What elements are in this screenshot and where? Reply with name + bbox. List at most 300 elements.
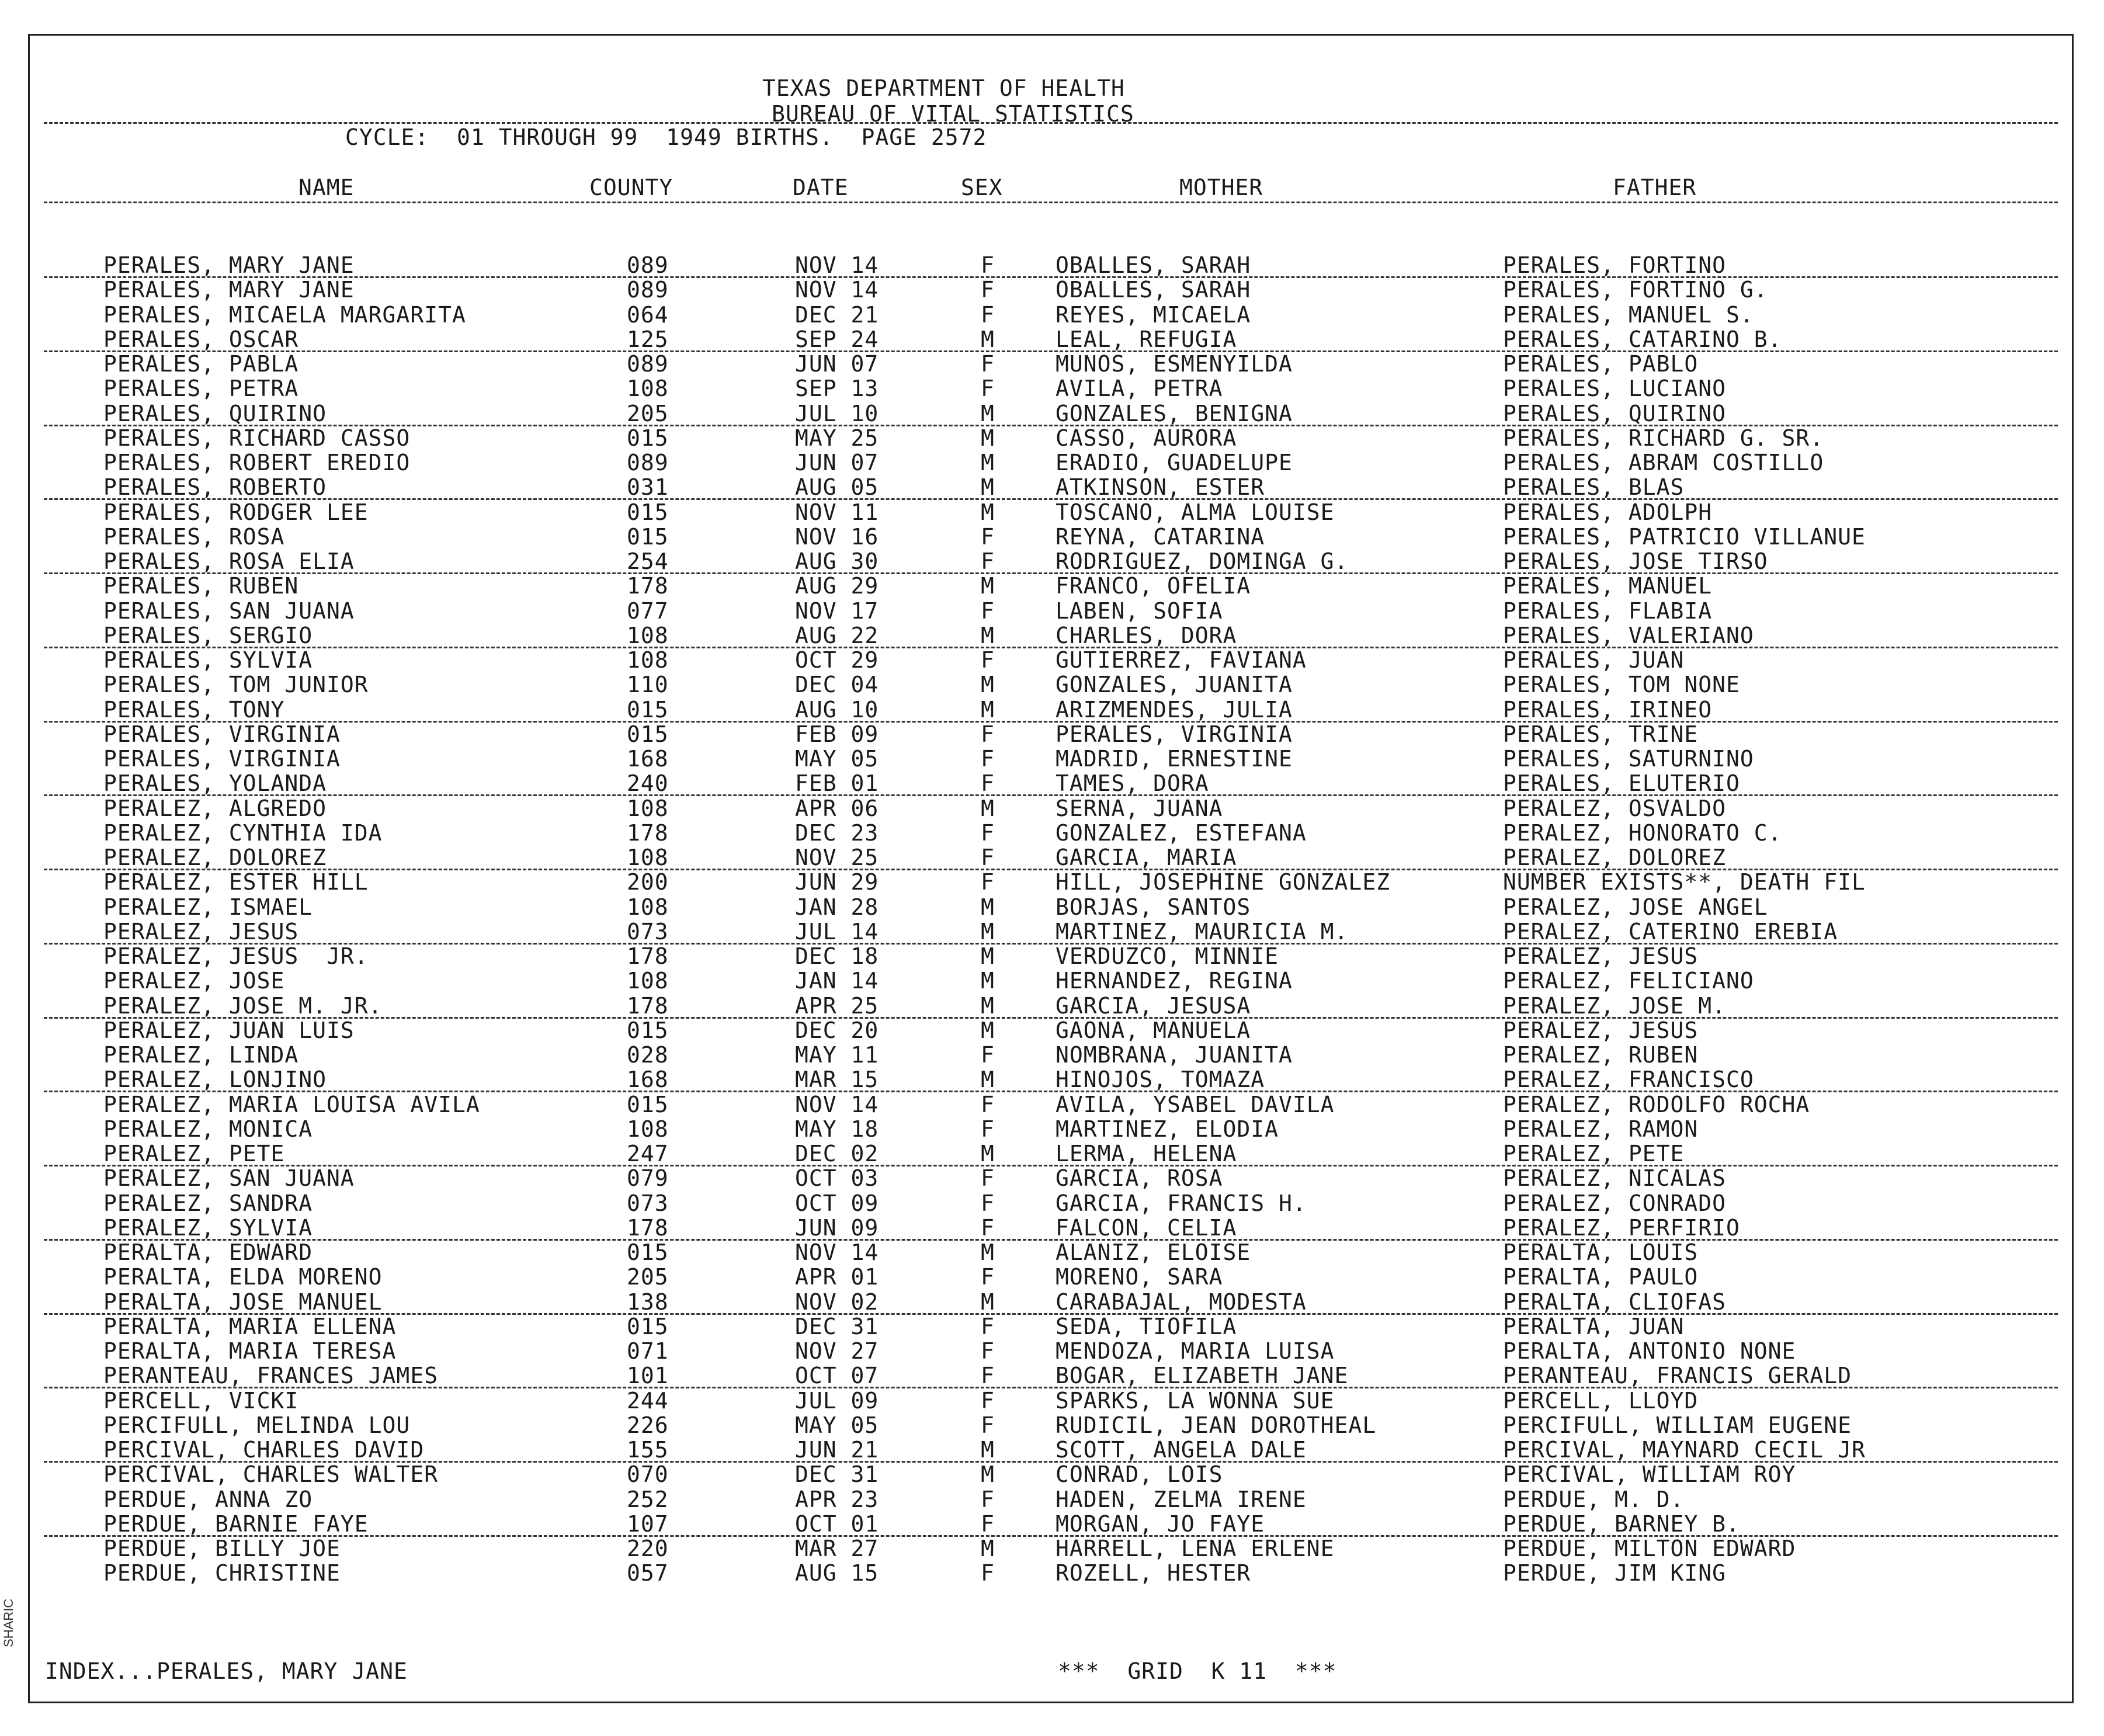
cell-father: PERDUE, M. D. [1503,1486,1685,1512]
cell-mother: HERNANDEZ, REGINA [1056,968,1293,994]
cell-name: PERALES, PETRA [103,376,299,402]
cell-county: 015 [627,1091,669,1117]
cell-mother: ALANIZ, ELOISE [1056,1239,1251,1265]
table-row [30,1314,2072,1339]
table-row [30,426,2072,450]
cell-mother: LABEN, SOFIA [1056,598,1223,624]
cell-father: PERALES, MANUEL S. [1503,301,1754,328]
side-mark: SHARIC [1,1598,16,1647]
cell-date: AUG 10 [795,696,879,723]
cell-date: AUG 22 [795,622,879,648]
cell-mother: SPARKS, LA WONNA SUE [1056,1387,1335,1414]
cell-mother: AVILA, PETRA [1056,376,1223,402]
cell-date: MAY 11 [795,1042,879,1068]
cell-sex: F [981,1387,995,1414]
cell-sex: M [981,1067,995,1093]
cell-father: PERALEZ, PERFIRIO [1503,1214,1740,1241]
cell-sex: F [981,1363,995,1389]
cell-sex: F [981,548,995,574]
cell-name: PERALES, SAN JUANA [103,598,355,624]
cell-name: PERALES, MARY JANE [103,252,355,278]
column-header-mother: MOTHER [1179,175,1263,200]
cell-sex: F [981,770,995,797]
cell-father: PERALEZ, RAMON [1503,1116,1699,1142]
cell-name: PERDUE, BARNIE FAYE [103,1511,369,1537]
column-header-county: COUNTY [589,175,673,200]
cell-father: PERALEZ, FELICIANO [1503,968,1754,994]
cell-date: FEB 09 [795,721,879,747]
table-row [30,1191,2072,1216]
table-row [30,870,2072,894]
cell-father: PERCIFULL, WILLIAM EUGENE [1503,1412,1852,1438]
cell-county: 108 [627,376,669,402]
cell-county: 077 [627,598,669,624]
cell-father: PERANTEAU, FRANCIS GERALD [1503,1363,1852,1389]
cell-sex: F [981,301,995,328]
cell-date: JAN 14 [795,968,879,994]
cell-county: 073 [627,1190,669,1216]
cell-sex: M [981,425,995,451]
cell-date: DEC 31 [795,1313,879,1339]
cell-county: 178 [627,820,669,846]
table-row [30,1438,2072,1462]
table-row [30,672,2072,697]
table-row [30,1462,2072,1487]
cell-mother: ATKINSON, ESTER [1056,474,1265,501]
cell-county: 108 [627,1116,669,1142]
cell-date: NOV 27 [795,1338,879,1364]
cell-father: PERALES, BLAS [1503,474,1685,501]
cell-date: NOV 14 [795,1239,879,1265]
cell-county: 252 [627,1486,669,1512]
cell-mother: SCOTT, ANGELA DALE [1056,1437,1307,1463]
cell-sex: M [981,499,995,525]
table-row [30,327,2072,352]
cell-sex: M [981,1536,995,1561]
cell-mother: BOGAR, ELIZABETH JANE [1056,1363,1349,1389]
cell-name: PERALES, TOM JUNIOR [103,672,369,698]
cell-county: 205 [627,1264,669,1290]
cell-date: JUN 07 [795,450,879,475]
cell-county: 108 [627,845,669,870]
cell-father: PERALEZ, FRANCISCO [1503,1067,1754,1093]
cell-mother: PERALES, VIRGINIA [1056,721,1293,747]
cell-father: PERCIVAL, WILLIAM ROY [1503,1461,1796,1488]
cell-date: OCT 29 [795,647,879,673]
cell-sex: F [981,1214,995,1241]
cell-name: PERDUE, ANNA ZO [103,1486,313,1512]
cell-sex: M [981,992,995,1019]
cell-date: NOV 16 [795,523,879,550]
cell-father: PERALES, SATURNINO [1503,746,1754,772]
cell-mother: GUTIERREZ, FAVIANA [1056,647,1307,673]
cell-name: PERALES, MARY JANE [103,277,355,303]
cell-name: PERALES, VIRGINIA [103,721,341,747]
cell-county: 015 [627,499,669,525]
cell-father: PERDUE, MILTON EDWARD [1503,1536,1796,1561]
cell-date: MAR 27 [795,1536,879,1561]
table-row [30,821,2072,845]
cell-date: NOV 02 [795,1289,879,1315]
table-row [30,475,2072,499]
cell-name: PERALEZ, SYLVIA [103,1214,313,1241]
cell-sex: F [981,1511,995,1537]
table-row [30,697,2072,722]
cell-county: 089 [627,450,669,475]
cell-name: PERANTEAU, FRANCES JAMES [103,1363,439,1389]
cell-mother: MORGAN, JO FAYE [1056,1511,1265,1537]
cell-name: PERALEZ, ISMAEL [103,894,313,920]
cell-name: PERALEZ, LONJINO [103,1067,327,1093]
cell-date: APR 23 [795,1486,879,1512]
cell-sex: M [981,450,995,475]
cell-mother: GARCIA, FRANCIS H. [1056,1190,1307,1216]
cell-county: 070 [627,1461,669,1488]
cell-county: 015 [627,696,669,723]
footer-index: INDEX...PERALES, MARY JANE [45,1658,408,1684]
cell-date: DEC 04 [795,672,879,698]
cell-name: PERALEZ, DOLOREZ [103,845,327,870]
cell-sex: M [981,1461,995,1488]
cell-county: 015 [627,1313,669,1339]
cell-mother: BORJAS, SANTOS [1056,894,1251,920]
cell-mother: OBALLES, SARAH [1056,277,1251,303]
cell-date: JUL 10 [795,400,879,426]
cell-father: PERALES, ADOLPH [1503,499,1713,525]
footer-grid: *** GRID K 11 *** [1058,1658,1337,1684]
cell-county: 178 [627,943,669,969]
cell-sex: F [981,1412,995,1438]
cell-father: PERALEZ, PETE [1503,1141,1685,1166]
cell-name: PERALES, TONY [103,696,285,723]
table-row [30,1388,2072,1413]
cell-name: PERALES, OSCAR [103,326,299,352]
cell-county: 107 [627,1511,669,1537]
cell-mother: GARCIA, JESUSA [1056,992,1251,1019]
cell-father: PERALTA, ANTONIO NONE [1503,1338,1796,1364]
cell-date: APR 25 [795,992,879,1019]
separator-line [44,202,2058,203]
cell-date: NOV 14 [795,1091,879,1117]
table-row [30,574,2072,598]
cell-date: SEP 13 [795,376,879,402]
cell-date: OCT 09 [795,1190,879,1216]
table-row [30,549,2072,574]
cell-mother: MADRID, ERNESTINE [1056,746,1293,772]
cell-father: PERCIVAL, MAYNARD CECIL JR [1503,1437,1866,1463]
cell-sex: M [981,1141,995,1166]
cell-county: 073 [627,918,669,945]
cell-county: 031 [627,474,669,501]
cell-name: PERALES, MICAELA MARGARITA [103,301,466,328]
table-row [30,796,2072,821]
table-row [30,525,2072,549]
cell-date: JUN 29 [795,869,879,895]
table-row [30,253,2072,277]
cell-county: 079 [627,1165,669,1192]
cell-name: PERALEZ, MARIA LOUISA AVILA [103,1091,480,1117]
cell-mother: OBALLES, SARAH [1056,252,1251,278]
cell-mother: RODRIGUEZ, DOMINGA G. [1056,548,1349,574]
table-row [30,1339,2072,1363]
cell-date: DEC 21 [795,301,879,328]
cell-mother: GARCIA, ROSA [1056,1165,1223,1192]
cell-sex: M [981,1437,995,1463]
cell-father: NUMBER EXISTS**, DEATH FIL [1503,869,1866,895]
cell-mother: ROZELL, HESTER [1056,1560,1251,1586]
cell-county: 015 [627,1017,669,1043]
cell-father: PERALEZ, HONORATO C. [1503,820,1782,846]
table-row [30,919,2072,944]
cell-date: DEC 18 [795,943,879,969]
cell-date: DEC 23 [795,820,879,846]
cell-mother: AVILA, YSABEL DAVILA [1056,1091,1335,1117]
cell-sex: F [981,1042,995,1068]
table-row [30,1018,2072,1043]
cell-sex: M [981,918,995,945]
cell-father: PERALES, IRINEO [1503,696,1713,723]
cell-sex: F [981,351,995,377]
cell-county: 178 [627,1214,669,1241]
cell-mother: GONZALES, BENIGNA [1056,400,1293,426]
cell-father: PERALES, FORTINO G. [1503,277,1768,303]
cell-father: PERALEZ, OSVALDO [1503,795,1727,821]
cell-county: 155 [627,1437,669,1463]
cell-date: MAY 18 [795,1116,879,1142]
table-row [30,747,2072,771]
cell-sex: M [981,894,995,920]
cell-sex: M [981,943,995,969]
cell-father: PERALES, ABRAM COSTILLO [1503,450,1824,475]
cell-county: 108 [627,622,669,648]
cell-mother: CARABAJAL, MODESTA [1056,1289,1307,1315]
cell-mother: MORENO, SARA [1056,1264,1223,1290]
cell-father: PERALTA, CLIOFAS [1503,1289,1727,1315]
cell-mother: MUNOS, ESMENYILDA [1056,351,1293,377]
cell-date: OCT 07 [795,1363,879,1389]
table-row [30,994,2072,1018]
table-row [30,303,2072,327]
cell-date: MAR 15 [795,1067,879,1093]
cell-name: PERALES, YOLANDA [103,770,327,797]
cell-sex: F [981,376,995,402]
cell-date: OCT 01 [795,1511,879,1537]
cell-father: PERALEZ, JESUS [1503,943,1699,969]
cell-name: PERALEZ, PETE [103,1141,285,1166]
cell-date: AUG 05 [795,474,879,501]
cell-father: PERALES, CATARINO B. [1503,326,1782,352]
table-row [30,1216,2072,1240]
cell-date: MAY 05 [795,746,879,772]
cell-father: PERALEZ, CATERINO EREBIA [1503,918,1838,945]
cell-father: PERALES, JOSE TIRSO [1503,548,1768,574]
cell-county: 015 [627,425,669,451]
cell-date: AUG 30 [795,548,879,574]
table-row [30,1363,2072,1388]
table-row [30,376,2072,401]
cell-mother: GARCIA, MARIA [1056,845,1237,870]
cell-mother: HARRELL, LENA ERLENE [1056,1536,1335,1561]
table-row [30,1290,2072,1314]
cell-sex: F [981,1091,995,1117]
cell-date: JUN 21 [795,1437,879,1463]
cell-county: 015 [627,721,669,747]
cell-name: PERCELL, VICKI [103,1387,299,1414]
cell-name: PERALEZ, JUAN LUIS [103,1017,355,1043]
cell-date: SEP 24 [795,326,879,352]
table-row [30,1561,2072,1585]
table-row [30,277,2072,302]
cell-father: PERALES, TRINE [1503,721,1699,747]
cell-father: PERDUE, JIM KING [1503,1560,1727,1586]
cell-date: AUG 15 [795,1560,879,1586]
cell-mother: MARTINEZ, MAURICIA M. [1056,918,1349,945]
cell-date: OCT 03 [795,1165,879,1192]
cell-mother: LERMA, HELENA [1056,1141,1237,1166]
document-sheet [28,34,2074,1703]
cell-name: PERALES, ROBERTO [103,474,327,501]
cell-sex: M [981,622,995,648]
cell-county: 178 [627,992,669,1019]
cell-mother: REYNA, CATARINA [1056,523,1265,550]
cell-county: 110 [627,672,669,698]
table-row [30,1413,2072,1438]
cell-mother: REYES, MICAELA [1056,301,1251,328]
cell-county: 108 [627,647,669,673]
cell-father: PERALES, PABLO [1503,351,1699,377]
cell-county: 108 [627,894,669,920]
cell-name: PERALEZ, ALGREDO [103,795,327,821]
cell-date: JUN 09 [795,1214,879,1241]
cell-name: PERALTA, JOSE MANUEL [103,1289,383,1315]
table-row [30,599,2072,623]
cell-father: PERALES, JUAN [1503,647,1685,673]
cell-mother: RUDICIL, JEAN DOROTHEAL [1056,1412,1377,1438]
cell-county: 015 [627,523,669,550]
cell-father: PERALEZ, DOLOREZ [1503,845,1727,870]
table-row [30,722,2072,747]
cell-name: PERALEZ, CYNTHIA IDA [103,820,383,846]
table-row [30,1240,2072,1265]
cell-county: 138 [627,1289,669,1315]
cell-mother: CASSO, AURORA [1056,425,1237,451]
cell-mother: MARTINEZ, ELODIA [1056,1116,1279,1142]
cell-mother: ARIZMENDES, JULIA [1056,696,1293,723]
cell-father: PERALTA, LOUIS [1503,1239,1699,1265]
cell-mother: TOSCANO, ALMA LOUISE [1056,499,1335,525]
cell-sex: M [981,573,995,599]
cell-father: PERALES, TOM NONE [1503,672,1740,698]
cell-date: NOV 11 [795,499,879,525]
cell-name: PERALEZ, JOSE [103,968,285,994]
header-bureau: BUREAU OF VITAL STATISTICS [772,101,1134,127]
table-row [30,450,2072,475]
table-row [30,1117,2072,1141]
cell-name: PERALES, RICHARD CASSO [103,425,411,451]
cell-sex: M [981,326,995,352]
cell-county: 178 [627,573,669,599]
table-row [30,623,2072,648]
cell-sex: M [981,672,995,698]
cell-father: PERALEZ, JESUS [1503,1017,1699,1043]
cell-name: PERALES, ROSA ELIA [103,548,355,574]
cell-father: PERALES, MANUEL [1503,573,1713,599]
cell-sex: M [981,1239,995,1265]
cell-father: PERALES, VALERIANO [1503,622,1754,648]
cell-name: PERDUE, CHRISTINE [103,1560,341,1586]
cell-mother: HINOJOS, TOMAZA [1056,1067,1265,1093]
cell-sex: F [981,598,995,624]
cell-county: 254 [627,548,669,574]
cell-date: NOV 14 [795,252,879,278]
cell-father: PERALTA, PAULO [1503,1264,1699,1290]
table-row [30,401,2072,426]
cell-name: PERCIVAL, CHARLES WALTER [103,1461,439,1488]
table-row [30,1141,2072,1166]
cell-sex: F [981,1165,995,1192]
cell-date: APR 01 [795,1264,879,1290]
cell-name: PERALES, VIRGINIA [103,746,341,772]
table-row [30,968,2072,993]
column-header-sex: SEX [961,175,1003,200]
cell-sex: F [981,523,995,550]
cell-sex: M [981,968,995,994]
cell-father: PERALES, FORTINO [1503,252,1727,278]
cell-name: PERALEZ, JESUS [103,918,299,945]
cell-county: 168 [627,746,669,772]
cell-father: PERALEZ, CONRADO [1503,1190,1727,1216]
cell-date: NOV 17 [795,598,879,624]
cell-name: PERCIFULL, MELINDA LOU [103,1412,411,1438]
cell-sex: M [981,696,995,723]
cell-sex: F [981,1190,995,1216]
cell-county: 244 [627,1387,669,1414]
cell-county: 205 [627,400,669,426]
cell-father: PERALTA, JUAN [1503,1313,1685,1339]
cell-mother: GAONA, MANUELA [1056,1017,1251,1043]
cell-name: PERALES, ROBERT EREDIO [103,450,411,475]
table-row [30,1487,2072,1512]
cell-date: MAY 05 [795,1412,879,1438]
table-row [30,944,2072,968]
cell-date: JUL 09 [795,1387,879,1414]
table-row [30,1166,2072,1190]
cell-mother: FALCON, CELIA [1056,1214,1237,1241]
cell-county: 220 [627,1536,669,1561]
cell-mother: HADEN, ZELMA IRENE [1056,1486,1307,1512]
cell-county: 028 [627,1042,669,1068]
column-header-father: FATHER [1613,175,1697,200]
cell-mother: GONZALES, JUANITA [1056,672,1293,698]
cell-mother: CONRAD, LOIS [1056,1461,1223,1488]
table-row [30,1092,2072,1117]
cell-county: 064 [627,301,669,328]
cell-sex: F [981,647,995,673]
cell-name: PERALEZ, JOSE M. JR. [103,992,383,1019]
cell-father: PERALES, ELUTERIO [1503,770,1740,797]
cell-county: 089 [627,351,669,377]
cell-name: PERALEZ, MONICA [103,1116,313,1142]
cell-county: 226 [627,1412,669,1438]
cell-sex: F [981,1338,995,1364]
cell-sex: F [981,1560,995,1586]
cell-county: 089 [627,252,669,278]
cell-county: 168 [627,1067,669,1093]
cell-county: 108 [627,795,669,821]
cell-father: PERCELL, LLOYD [1503,1387,1699,1414]
cell-mother: GONZALEZ, ESTEFANA [1056,820,1307,846]
cell-name: PERALEZ, ESTER HILL [103,869,369,895]
